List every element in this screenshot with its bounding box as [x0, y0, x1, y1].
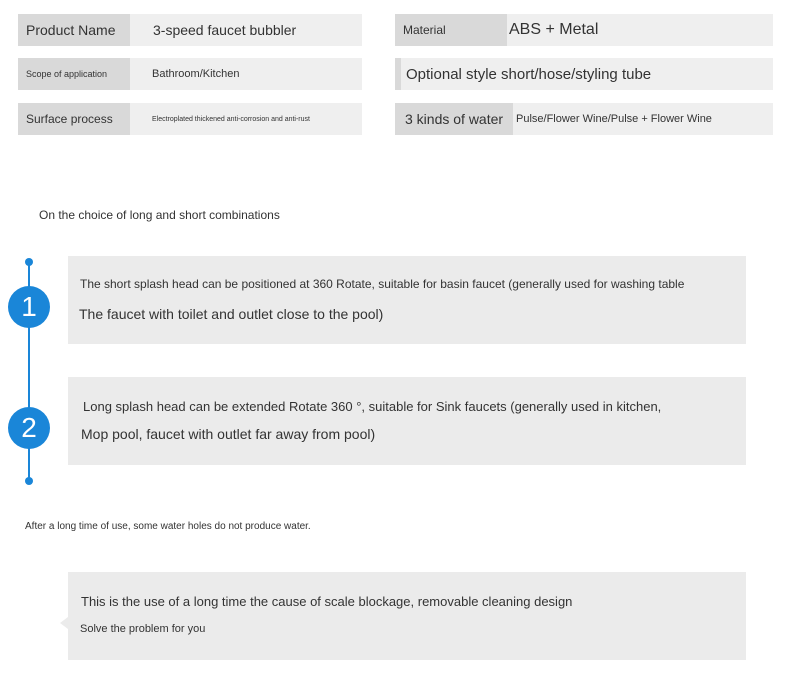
spec-material	[395, 14, 773, 46]
step-box-long-head	[68, 377, 746, 465]
section-heading-combinations: On the choice of long and short combinations	[39, 208, 280, 222]
step-text-line1: Long splash head can be extended Rotate 360 °, suitable for Sink faucets (generally used in kitchen,	[83, 399, 662, 414]
step-box-short-head	[68, 256, 746, 344]
callout-box-cleaning	[68, 572, 746, 660]
spec-value: Optional style short/hose/styling tube	[406, 65, 652, 83]
spec-label: Surface process	[18, 103, 130, 135]
spec-label: Scope of application	[18, 58, 130, 90]
step-number-badge: 1	[8, 286, 50, 328]
spec-scope	[18, 58, 362, 90]
spec-label: Material	[395, 14, 507, 46]
spec-label: Product Name	[18, 14, 130, 46]
section-heading-water-holes: After a long time of use, some water holes do not produce water.	[25, 521, 311, 532]
spec-value: 3-speed faucet bubbler	[153, 22, 297, 38]
spec-value: ABS + Metal	[509, 21, 599, 38]
spec-surface	[18, 103, 362, 135]
spec-label: 3 kinds of water	[395, 103, 513, 135]
spec-water	[395, 103, 773, 135]
callout-pointer	[60, 617, 68, 629]
step-number-badge: 2	[8, 407, 50, 449]
spec-value: Electroplated thickened anti-corrosion and anti-rust	[152, 115, 310, 123]
step-text-line2: The faucet with toilet and outlet close to the pool)	[79, 306, 384, 322]
step-text-line2: Mop pool, faucet with outlet far away from pool)	[81, 426, 376, 442]
spec-value: Bathroom/Kitchen	[152, 68, 240, 80]
timeline-dot-top	[25, 258, 33, 266]
spec-style	[395, 58, 773, 90]
step-text-line1: The short splash head can be positioned at 360 Rotate, suitable for basin faucet (generally used for washing table	[80, 277, 685, 291]
spec-product-name	[18, 14, 362, 46]
callout-text-line1: This is the use of a long time the cause of scale blockage, removable cleaning design	[81, 594, 573, 609]
callout-text-line2: Solve the problem for you	[80, 623, 206, 635]
spec-value: Pulse/Flower Wine/Pulse + Flower Wine	[516, 113, 712, 125]
spec-label	[395, 58, 401, 90]
timeline-dot-bottom	[25, 477, 33, 485]
